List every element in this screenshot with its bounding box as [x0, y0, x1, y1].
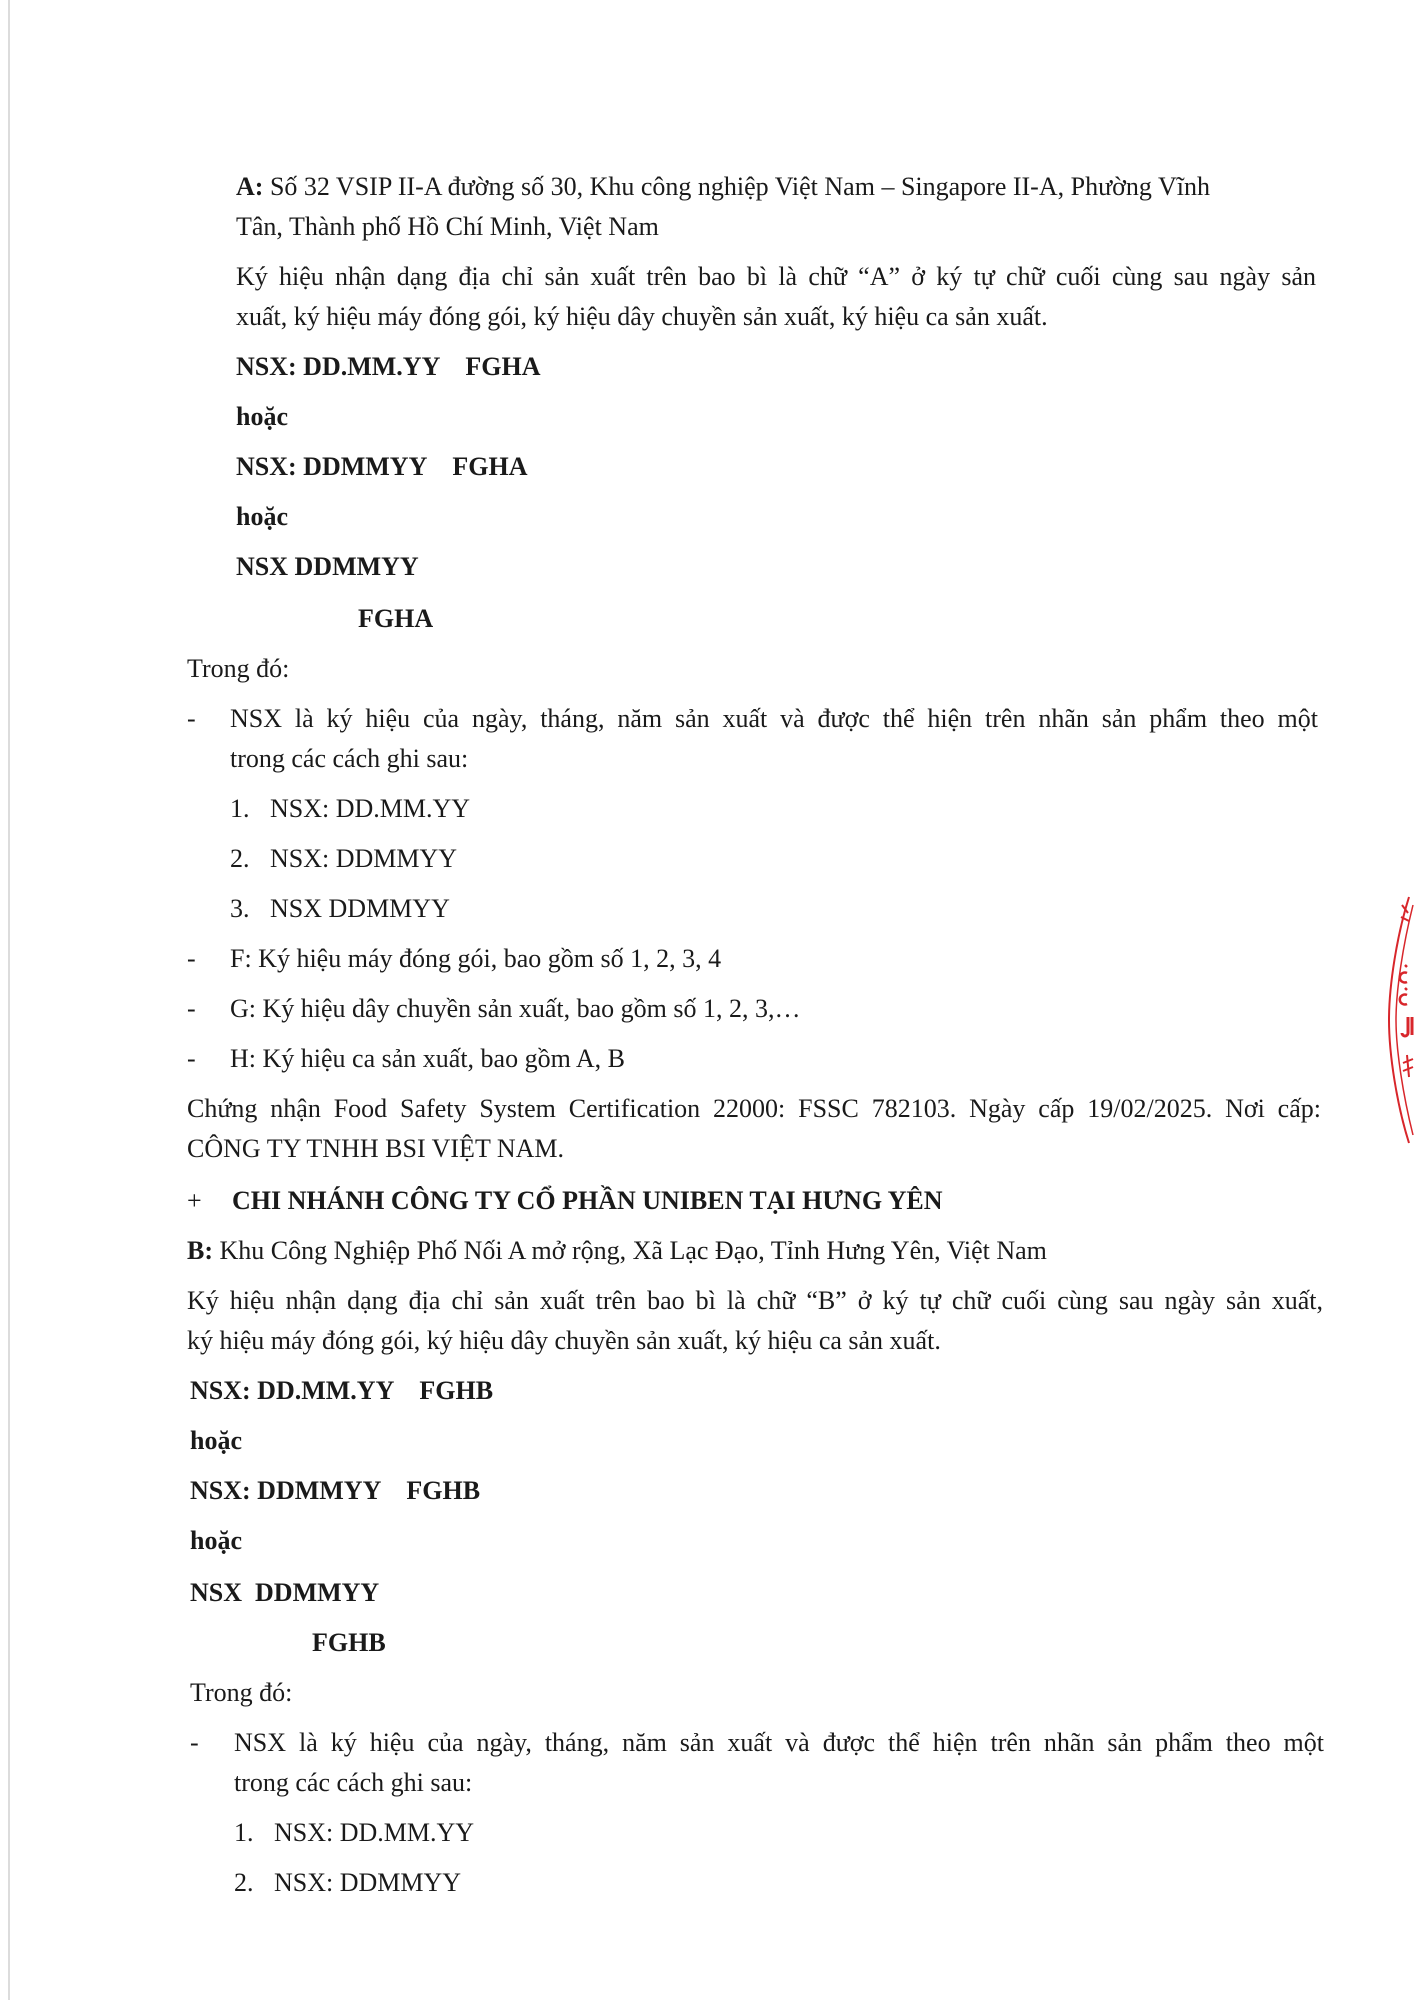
certification-line1: Chứng nhận Food Safety System Certification 22000: FSSC 782103. Ngày cấp 19/02/2025. Nơi cấp: — [187, 1094, 1321, 1123]
numbered-a-1 — [230, 796, 470, 822]
bullet-b-nsx-line2: trong các cách ghi sau: — [234, 1768, 473, 1797]
identify-a-line1: Ký hiệu nhận dạng địa chỉ sản xuất trên bao bì là chữ “A” ở ký tự chữ cuối cùng sau ngày sản — [236, 262, 1316, 291]
numbered-a-3-num: 3. — [230, 894, 250, 923]
branch-plus: + — [187, 1186, 202, 1215]
or-b-1: hoặc — [190, 1426, 242, 1455]
bullet-h-dash: - — [187, 1044, 196, 1073]
format-a-2: NSX: DDMMYY FGHA — [236, 452, 528, 481]
numbered-b-2 — [234, 1870, 461, 1896]
branch-title: CHI NHÁNH CÔNG TY CỔ PHẦN UNIBEN TẠI HƯNG YÊN — [232, 1186, 943, 1215]
bullet-b-nsx-line1: NSX là ký hiệu của ngày, tháng, năm sản xuất và được thể hiện trên nhãn sản phẩm theo một — [234, 1728, 1324, 1757]
bullet-a-nsx-line2: trong các cách ghi sau: — [230, 744, 469, 773]
identify-b-line1: Ký hiệu nhận dạng địa chỉ sản xuất trên bao bì là chữ “B” ở ký tự chữ cuối cùng sau ngày sản xuất, — [187, 1286, 1323, 1315]
numbered-a-1-num: 1. — [230, 794, 250, 823]
address-b-line — [187, 1238, 1047, 1264]
format-a-3-line1: NSX DDMMYY — [236, 552, 419, 581]
numbered-b-2-text: NSX: DDMMYY — [274, 1868, 462, 1897]
format-b-3-line2: FGHB — [312, 1628, 386, 1657]
bullet-dash: - — [187, 704, 196, 733]
or-a-2: hoặc — [236, 502, 288, 531]
numbered-b-1-text: NSX: DD.MM.YY — [274, 1818, 475, 1847]
address-a-label: A: — [236, 172, 264, 201]
format-b-1: NSX: DD.MM.YY FGHB — [190, 1376, 494, 1405]
address-b-text: Khu Công Nghiệp Phố Nối A mở rộng, Xã Lạc Đạo, Tỉnh Hưng Yên, Việt Nam — [219, 1236, 1047, 1265]
address-a-line2: Tân, Thành phố Hồ Chí Minh, Việt Nam — [236, 212, 659, 241]
numbered-a-3 — [230, 896, 450, 922]
page-edge-rule — [8, 0, 10, 2000]
where-a: Trong đó: — [187, 654, 290, 683]
bullet-b-dash: - — [190, 1728, 199, 1757]
bullet-f: F: Ký hiệu máy đóng gói, bao gồm số 1, 2, 3, 4 — [230, 944, 722, 973]
bullet-a-nsx-line1: NSX là ký hiệu của ngày, tháng, năm sản xuất và được thể hiện trên nhãn sản phẩm theo một — [230, 704, 1318, 733]
or-a-1: hoặc — [236, 402, 288, 431]
numbered-a-1-text: NSX: DD.MM.YY — [270, 794, 471, 823]
bullet-g: G: Ký hiệu dây chuyền sản xuất, bao gồm số 1, 2, 3,… — [230, 994, 801, 1023]
numbered-a-2-num: 2. — [230, 844, 250, 873]
bullet-g-dash: - — [187, 994, 196, 1023]
bullet-h: H: Ký hiệu ca sản xuất, bao gồm A, B — [230, 1044, 625, 1073]
format-b-2: NSX: DDMMYY FGHB — [190, 1476, 481, 1505]
bullet-f-dash: - — [187, 944, 196, 973]
format-b-3-line1: NSX DDMMYY — [190, 1578, 380, 1607]
address-a-line1 — [236, 174, 1210, 200]
address-a-text: Số 32 VSIP II-A đường số 30, Khu công nghiệp Việt Nam – Singapore II-A, Phường Vĩnh — [269, 172, 1210, 201]
identify-b-line2: ký hiệu máy đóng gói, ký hiệu dây chuyền sản xuất, ký hiệu ca sản xuất. — [187, 1326, 941, 1355]
address-b-label: B: — [187, 1236, 213, 1265]
seal-icon — [1385, 895, 1414, 1145]
format-a-3-line2: FGHA — [358, 604, 434, 633]
numbered-b-2-num: 2. — [234, 1868, 254, 1897]
numbered-b-1-num: 1. — [234, 1818, 254, 1847]
numbered-a-2-text: NSX: DDMMYY — [270, 844, 458, 873]
or-b-2: hoặc — [190, 1526, 242, 1555]
numbered-a-2 — [230, 846, 457, 872]
format-a-1: NSX: DD.MM.YY FGHA — [236, 352, 541, 381]
certification-line2: CÔNG TY TNHH BSI VIỆT NAM. — [187, 1134, 565, 1163]
where-b: Trong đó: — [190, 1678, 293, 1707]
identify-a-line2: xuất, ký hiệu máy đóng gói, ký hiệu dây chuyền sản xuất, ký hiệu ca sản xuất. — [236, 302, 1048, 331]
company-seal-partial — [1385, 895, 1414, 1145]
numbered-a-3-text: NSX DDMMYY — [270, 894, 450, 923]
numbered-b-1 — [234, 1820, 474, 1846]
